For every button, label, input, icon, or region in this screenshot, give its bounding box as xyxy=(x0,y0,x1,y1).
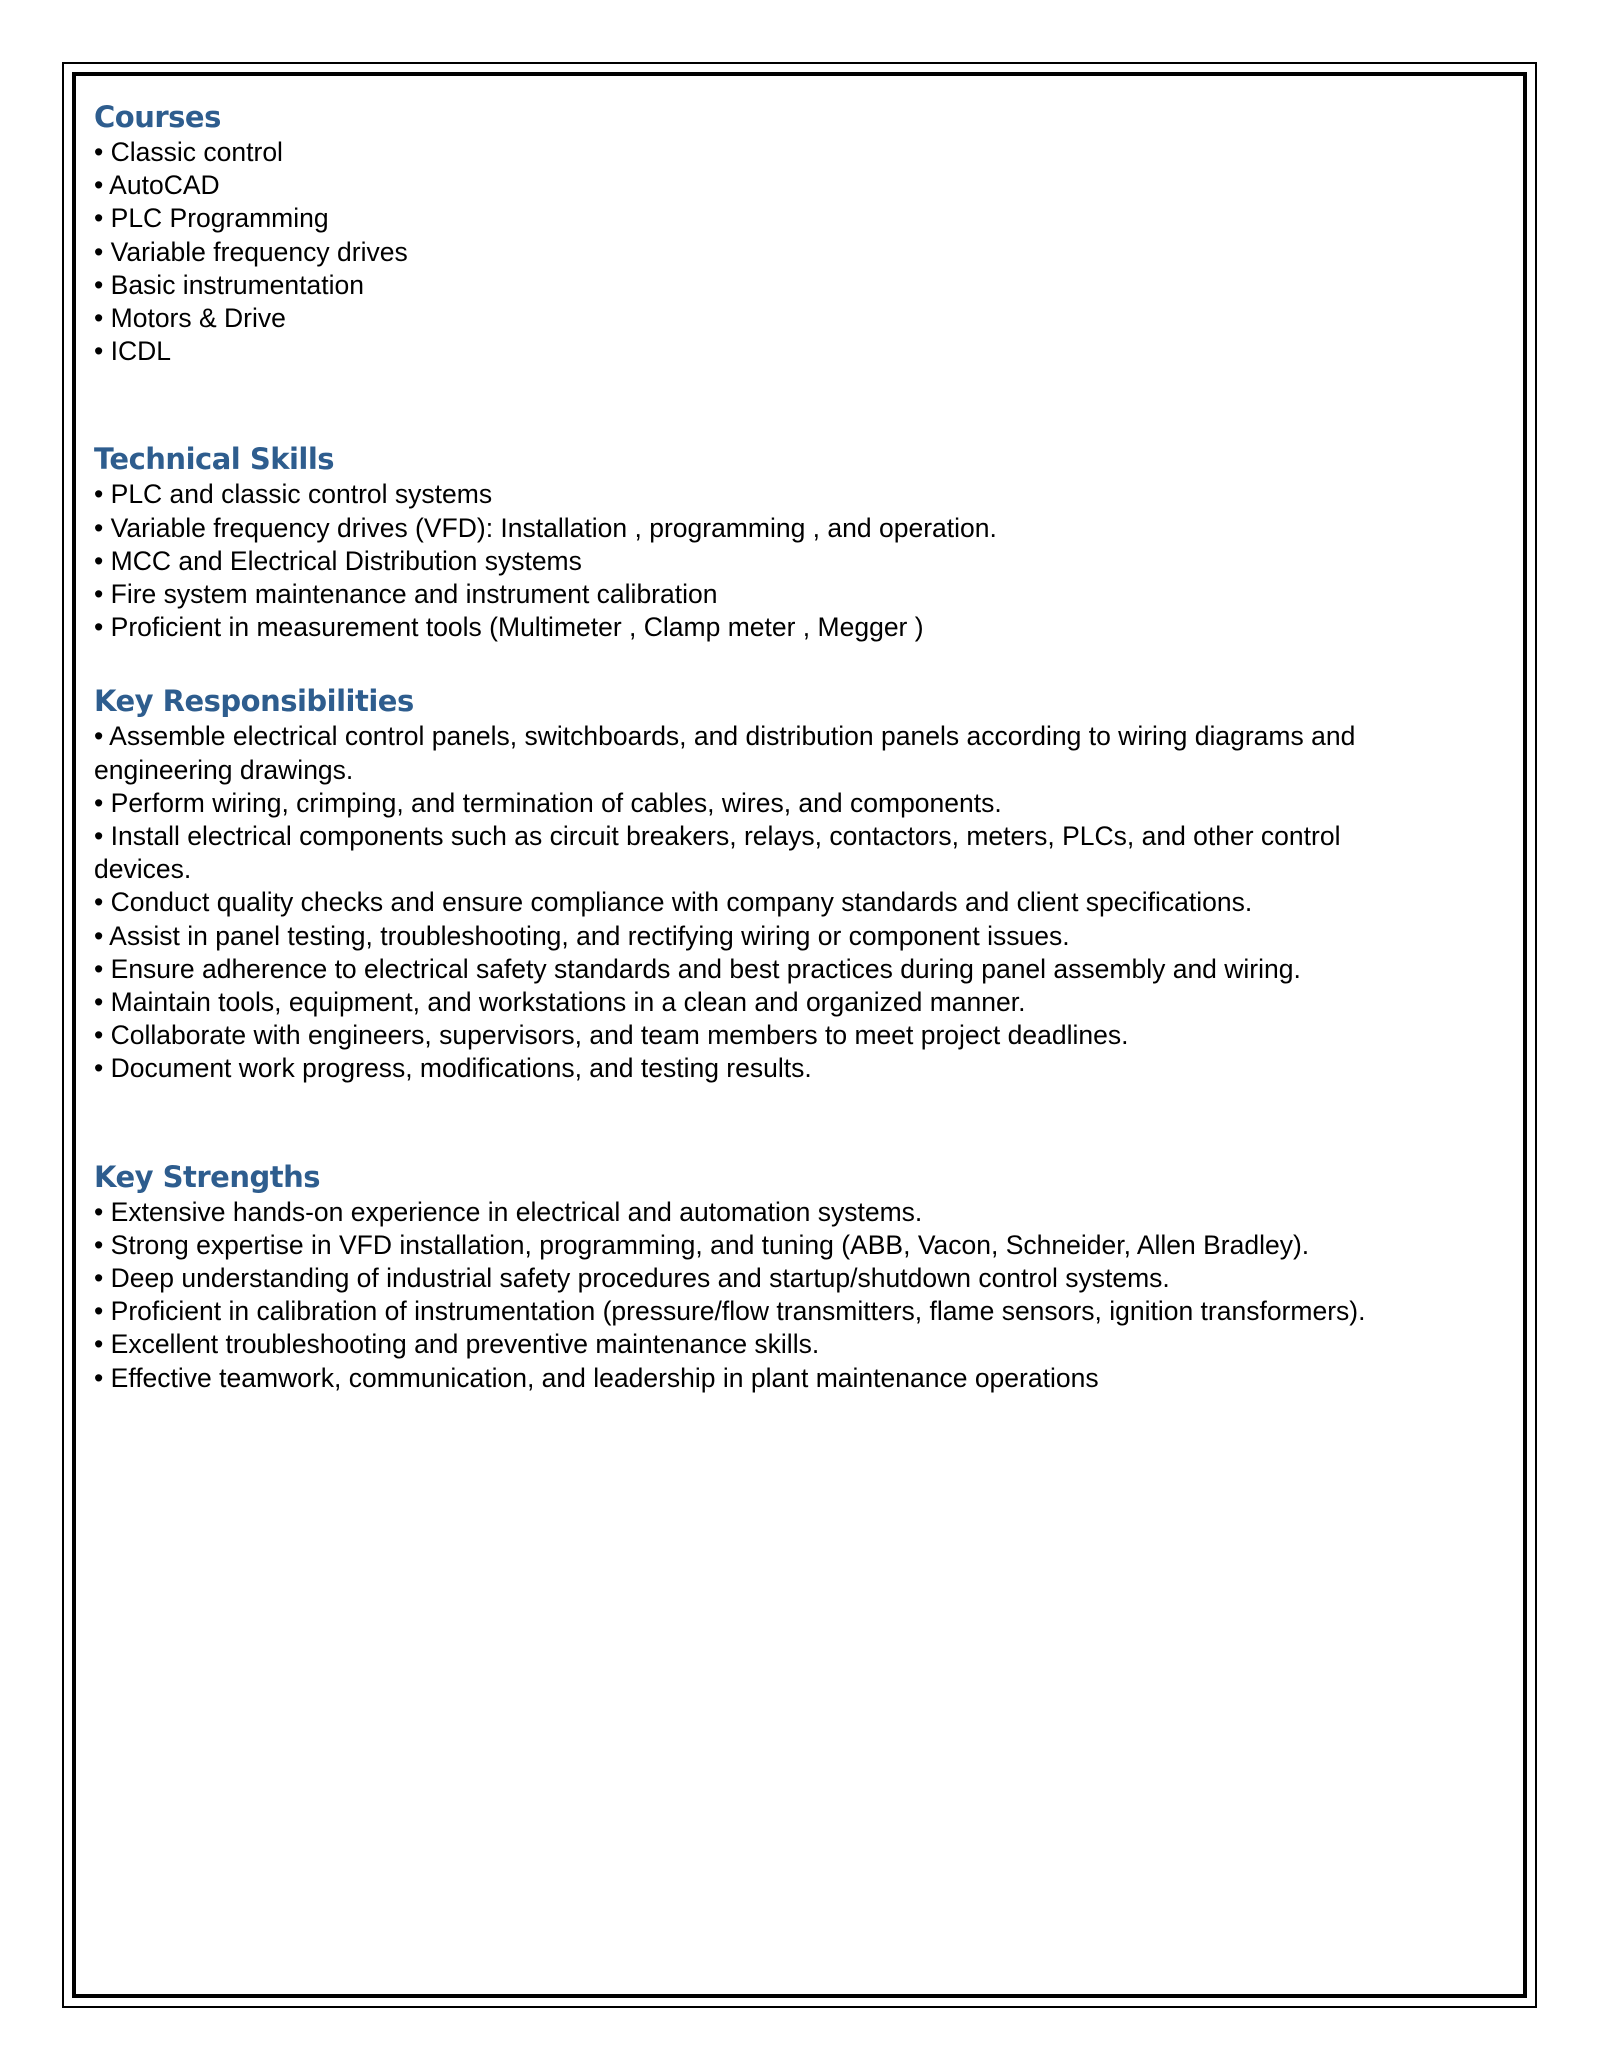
key-responsibilities-list xyxy=(94,720,1514,1085)
strength-item: • Deep understanding of industrial safety procedures and startup/shutdown control systems. xyxy=(94,1263,1170,1294)
skill-item: • Proficient in measurement tools (Multimeter , Clamp meter , Megger ) xyxy=(94,612,924,643)
strength-item: • Strong expertise in VFD installation, programming, and tuning (ABB, Vacon, Schneider, Allen Bradley). xyxy=(94,1229,1310,1260)
strength-item: • Effective teamwork, communication, and leadership in plant maintenance operations xyxy=(94,1362,1099,1393)
responsibility-item: devices. xyxy=(94,854,192,885)
responsibility-item: • Perform wiring, crimping, and termination of cables, wires, and components. xyxy=(94,787,1002,818)
key-strengths-list xyxy=(94,1196,1514,1395)
responsibility-item: • Ensure adherence to electrical safety standards and best practices during panel assembly and wiring. xyxy=(94,953,1301,984)
course-item: • ICDL xyxy=(94,336,172,367)
course-item: • Variable frequency drives xyxy=(94,236,408,267)
strength-item: • Proficient in calibration of instrumentation (pressure/flow transmitters, flame sensors, ignition transformers). xyxy=(94,1296,1366,1327)
course-item: • Motors & Drive xyxy=(94,303,286,334)
responsibility-item: • Assemble electrical control panels, switchboards, and distribution panels according to wiring diagrams and xyxy=(94,721,1356,752)
responsibility-item: • Conduct quality checks and ensure compliance with company standards and client specifications. xyxy=(94,887,1253,918)
key-strengths-section xyxy=(94,1158,1514,1395)
key-responsibilities-section xyxy=(94,682,1514,1085)
strength-item: • Extensive hands-on experience in electrical and automation systems. xyxy=(94,1196,923,1227)
skill-item: • Variable frequency drives (VFD): Installation , programming , and operation. xyxy=(94,512,997,543)
responsibility-item: • Install electrical components such as circuit breakers, relays, contactors, meters, PLCs, and other control xyxy=(94,821,1341,852)
technical-skills-section xyxy=(94,440,1514,644)
course-item: • AutoCAD xyxy=(94,170,220,201)
course-item: • Basic instrumentation xyxy=(94,269,364,300)
resume-content xyxy=(94,98,1514,1395)
courses-heading: Courses xyxy=(94,100,221,134)
key-responsibilities-heading: Key Responsibilities xyxy=(94,684,414,719)
responsibility-item: engineering drawings. xyxy=(94,754,354,785)
technical-skills-list xyxy=(94,478,1514,644)
strength-item: • Excellent troubleshooting and preventive maintenance skills. xyxy=(94,1329,820,1360)
responsibility-item: • Document work progress, modifications, and testing results. xyxy=(94,1053,812,1084)
skill-item: • Fire system maintenance and instrument calibration xyxy=(94,579,718,610)
course-item: • PLC Programming xyxy=(94,203,329,234)
skill-item: • MCC and Electrical Distribution systems xyxy=(94,545,582,576)
responsibility-item: • Assist in panel testing, troubleshooting, and rectifying wiring or component issues. xyxy=(94,920,1070,951)
skill-item: • PLC and classic control systems xyxy=(94,479,493,510)
responsibility-item: • Collaborate with engineers, supervisors, and team members to meet project deadlines. xyxy=(94,1020,1129,1051)
key-strengths-heading: Key Strengths xyxy=(94,1159,321,1194)
course-item: • Classic control xyxy=(94,137,283,167)
responsibility-item: • Maintain tools, equipment, and workstations in a clean and organized manner. xyxy=(94,987,1026,1018)
courses-section xyxy=(94,98,1514,368)
courses-list xyxy=(94,136,1514,368)
technical-skills-heading: Technical Skills xyxy=(94,442,335,477)
